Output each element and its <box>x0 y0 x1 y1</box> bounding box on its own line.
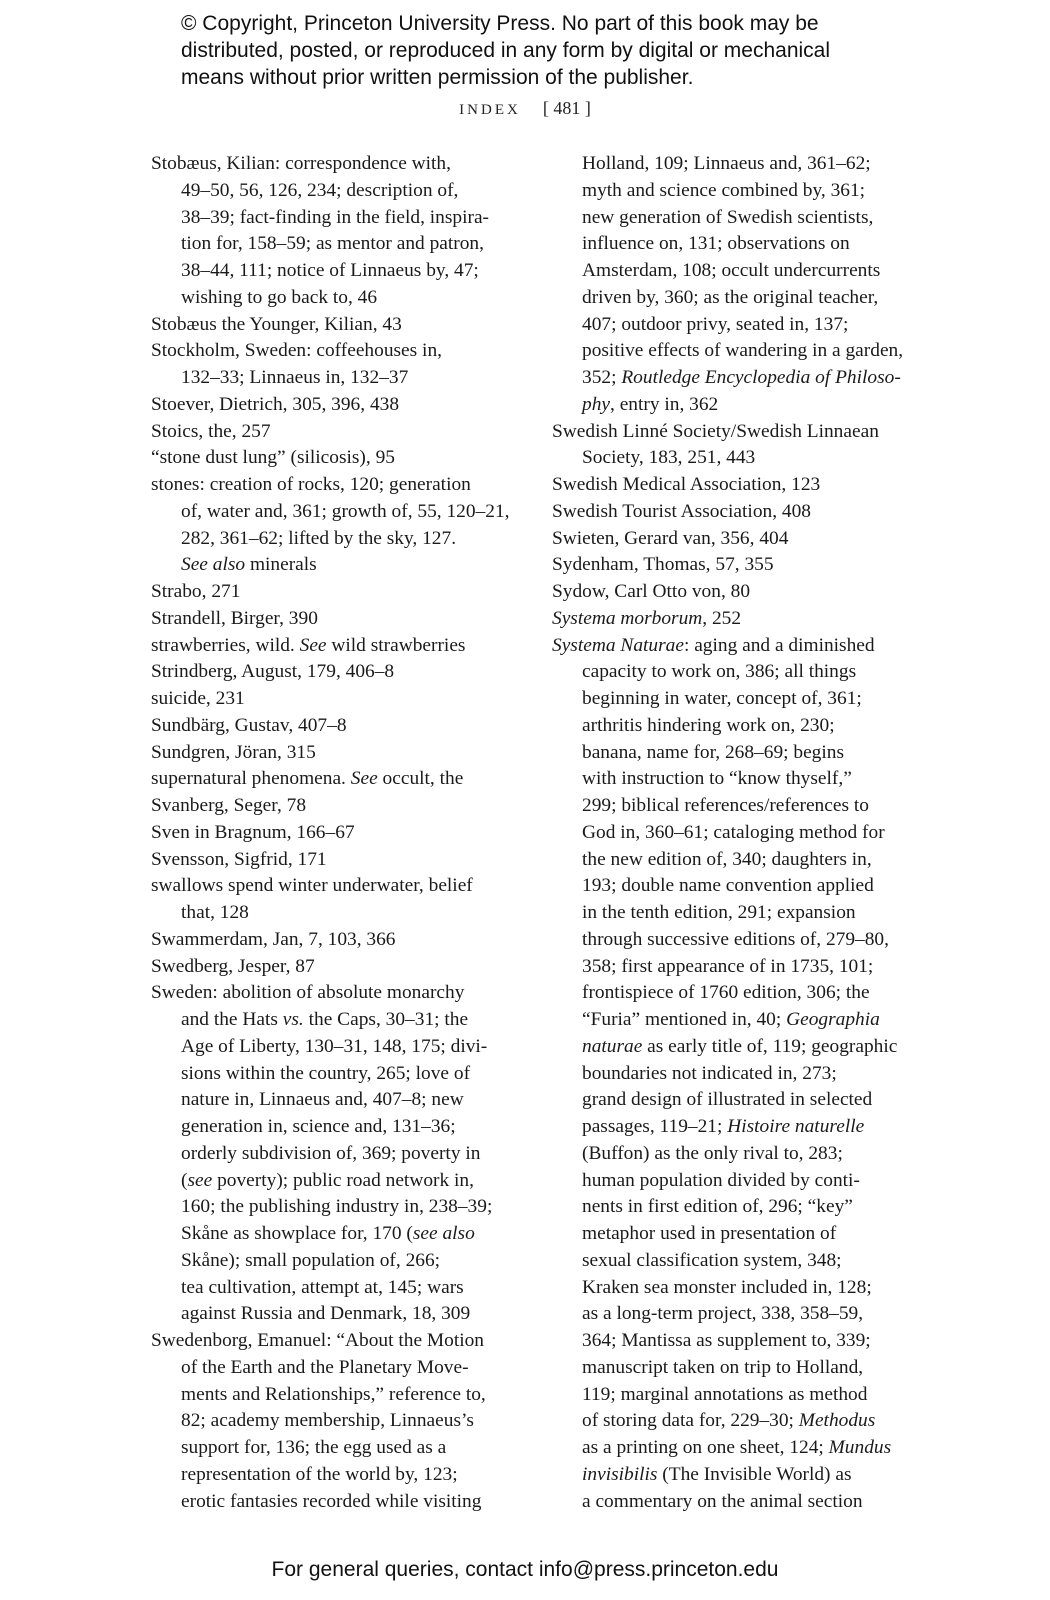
index-entry-line: 119; marginal annotations as method <box>582 1383 868 1405</box>
index-entry <box>151 980 507 1328</box>
index-entry <box>151 713 507 740</box>
index-entry-line: against Russia and Denmark, 18, 309 <box>181 1303 471 1325</box>
index-entry <box>151 606 507 633</box>
index-entry <box>552 579 912 606</box>
index-entry <box>151 1328 507 1515</box>
index-entry <box>552 419 912 473</box>
index-entry-line: God in, 360–61; cataloging method for <box>582 821 885 843</box>
index-entry-line: 38–39; fact-finding in the field, inspira- <box>181 206 490 228</box>
index-entry-line: influence on, 131; observations on <box>582 233 850 255</box>
index-entry-heading: Stockholm, Sweden: coffeehouses in, <box>151 340 442 362</box>
index-entry <box>552 472 912 499</box>
index-entry-line: passages, 119–21; Histoire naturelle <box>582 1116 865 1137</box>
index-entry-line: of, water and, 361; growth of, 55, 120–21, <box>181 500 510 522</box>
index-entry-line: boundaries not indicated in, 273; <box>582 1062 837 1084</box>
copyright-notice <box>181 10 941 91</box>
index-entry-line: See also minerals <box>181 554 317 576</box>
index-entry-line: generation in, science and, 131–36; <box>181 1116 456 1137</box>
index-column-left <box>151 151 510 1515</box>
index-entry-line: Skåne as showplace for, 170 (see also <box>181 1223 475 1244</box>
index-entry-heading: Svensson, Sigfrid, 171 <box>151 848 327 870</box>
index-entry-heading: Swedish Linné Society/Swedish Linnaean <box>552 420 879 442</box>
index-entry-line: phy, entry in, 362 <box>582 393 719 415</box>
index-entry <box>151 392 507 419</box>
index-column-right <box>552 151 912 1515</box>
index-entry-heading: Sydow, Carl Otto von, 80 <box>552 581 751 602</box>
index-entry-line: frontispiece of 1760 edition, 306; the <box>582 982 870 1004</box>
index-entry-line: (Buffon) as the only rival to, 283; <box>582 1142 843 1164</box>
footer-contact: For general queries, contact info@press.princeton.edu <box>271 1558 779 1581</box>
index-entry-heading: Stoics, the, 257 <box>151 420 271 442</box>
index-entry-heading: “stone dust lung” (silicosis), 95 <box>151 447 395 469</box>
index-entry-heading: supernatural phenomena. See occult, the <box>151 768 464 790</box>
index-entry-line: 82; academy membership, Linnaeus’s <box>181 1410 474 1432</box>
index-entry-heading: Sundgren, Jöran, 315 <box>151 741 316 763</box>
index-entry-line: as a printing on one sheet, 124; Mundus <box>582 1437 892 1458</box>
index-entry <box>151 338 507 392</box>
index-entry-line: of storing data for, 229–30; Methodus <box>582 1410 876 1432</box>
index-entry <box>552 633 912 1516</box>
index-entry-line: (see poverty); public road network in, <box>181 1169 474 1191</box>
index-entry-line: driven by, 360; as the original teacher, <box>582 286 879 308</box>
index-entry <box>151 312 507 339</box>
index-entry <box>151 927 507 954</box>
page-number: [ 481 ] <box>542 98 591 118</box>
index-entry <box>151 659 507 686</box>
index-entry-line: human population divided by conti- <box>582 1169 860 1191</box>
index-entry-heading: Swammerdam, Jan, 7, 103, 366 <box>151 928 396 950</box>
index-entry-line: naturae as early title of, 119; geographic <box>582 1035 898 1057</box>
index-entry-heading: Swedberg, Jesper, 87 <box>151 955 315 977</box>
index-entry-line: in the tenth edition, 291; expansion <box>582 902 856 923</box>
index-entry-line: 364; Mantissa as supplement to, 339; <box>582 1330 871 1351</box>
index-entry-line: 352; Routledge Encyclopedia of Philoso- <box>582 367 901 388</box>
index-entry-line: representation of the world by, 123; <box>181 1463 458 1485</box>
index-entry-heading: Strandell, Birger, 390 <box>151 607 318 629</box>
index-entry <box>151 766 507 793</box>
index-entry-line: “Furia” mentioned in, 40; Geographia <box>582 1009 880 1030</box>
index-entry-line: the new edition of, 340; daughters in, <box>582 848 872 870</box>
index-entry-line: nature in, Linnaeus and, 407–8; new <box>181 1089 464 1111</box>
index-entry-heading: stones: creation of rocks, 120; generation <box>151 474 471 495</box>
index-entry-line: 49–50, 56, 126, 234; description of, <box>181 179 459 201</box>
index-entry-heading: strawberries, wild. See wild strawberries <box>151 634 466 656</box>
index-entry-line: with instruction to “know thyself,” <box>582 768 852 790</box>
index-entry <box>151 847 507 874</box>
index-entry-line: Age of Liberty, 130–31, 148, 175; divi- <box>181 1035 488 1057</box>
index-entry-line: Holland, 109; Linnaeus and, 361–62; <box>582 153 871 174</box>
index-entry-heading: Stobæus, Kilian: correspondence with, <box>151 153 451 174</box>
index-entry-heading: Swedenborg, Emanuel: “About the Motion <box>151 1330 485 1351</box>
index-entry-line: support for, 136; the egg used as a <box>181 1437 447 1458</box>
index-entry-line: 132–33; Linnaeus in, 132–37 <box>181 367 409 388</box>
index-entry <box>151 472 510 579</box>
index-entry-line: positive effects of wandering in a garden, <box>582 340 904 362</box>
index-entry <box>151 445 507 472</box>
index-entry <box>151 873 507 927</box>
index-entry-line: 299; biblical references/references to <box>582 795 869 816</box>
index-entry-line: orderly subdivision of, 369; poverty in <box>181 1142 481 1164</box>
index-entry-heading: Sundbärg, Gustav, 407–8 <box>151 714 347 736</box>
index-entry-heading: Stoever, Dietrich, 305, 396, 438 <box>151 393 400 415</box>
index-entry-line: invisibilis (The Invisible World) as <box>582 1463 852 1485</box>
index-entry-line: sexual classification system, 348; <box>582 1249 842 1271</box>
index-entry <box>151 793 507 820</box>
index-entry-heading: Strabo, 271 <box>151 581 241 602</box>
index-entry-line: through successive editions of, 279–80, <box>582 928 889 950</box>
index-entry-line: that, 128 <box>181 902 249 923</box>
index-entry <box>151 419 507 446</box>
index-entry-heading: Strindberg, August, 179, 406–8 <box>151 661 395 683</box>
index-entry <box>552 526 912 553</box>
index-entry <box>151 686 507 713</box>
index-entry-line: beginning in water, concept of, 361; <box>582 688 862 709</box>
index-entry-line: ments and Relationships,” reference to, <box>181 1383 486 1405</box>
index-entry-line: 407; outdoor privy, seated in, 137; <box>582 313 849 335</box>
index-entry-line: Amsterdam, 108; occult undercurrents <box>582 260 881 281</box>
index-entry-line: 38–44, 111; notice of Linnaeus by, 47; <box>181 260 479 281</box>
index-entry <box>151 633 507 660</box>
index-entry <box>552 552 912 579</box>
copyright-line: distributed, posted, or reproduced in any form by digital or mechanical <box>181 39 831 62</box>
index-entry-heading: Swieten, Gerard van, 356, 404 <box>552 527 789 549</box>
index-entry-line: tion for, 158–59; as mentor and patron, <box>181 233 484 255</box>
index-entry-heading: Sweden: abolition of absolute monarchy <box>151 982 465 1004</box>
index-entry-heading: Swedish Medical Association, 123 <box>552 474 821 495</box>
index-entry-line: 358; first appearance of in 1735, 101; <box>582 955 874 977</box>
index-entry-line: Kraken sea monster included in, 128; <box>582 1276 872 1298</box>
index-entry <box>151 740 507 767</box>
index-entry-line: a commentary on the animal section <box>582 1490 863 1512</box>
index-entry-heading: Swedish Tourist Association, 408 <box>552 500 811 522</box>
index-entry-line: capacity to work on, 386; all things <box>582 661 857 683</box>
index-entry-line: wishing to go back to, 46 <box>181 286 378 308</box>
index-entry-line: nents in first edition of, 296; “key” <box>582 1196 853 1218</box>
copyright-line: means without prior written permission of the publisher. <box>181 66 694 89</box>
index-entry-line: erotic fantasies recorded while visiting <box>181 1490 482 1512</box>
index-entry-line: banana, name for, 268–69; begins <box>582 741 845 763</box>
running-head-label: INDEX <box>459 102 521 118</box>
index-entry-heading: Svanberg, Seger, 78 <box>151 795 307 816</box>
index-entry-line: manuscript taken on trip to Holland, <box>582 1356 864 1378</box>
index-entry-heading: Systema Naturae: aging and a diminished <box>552 634 875 656</box>
index-entry-heading: Stobæus the Younger, Kilian, 43 <box>151 313 402 335</box>
index-entry-line: sions within the country, 265; love of <box>181 1062 471 1084</box>
index-entry-heading: Sven in Bragnum, 166–67 <box>151 821 355 843</box>
index-entry-line: myth and science combined by, 361; <box>582 179 866 201</box>
index-entry-line: new generation of Swedish scientists, <box>582 206 874 228</box>
index-entry-line: arthritis hindering work on, 230; <box>582 714 835 736</box>
index-entry <box>552 499 912 526</box>
index-entry-line: Society, 183, 251, 443 <box>582 447 756 469</box>
index-entry <box>151 820 507 847</box>
index-entry-heading: swallows spend winter underwater, belief <box>151 875 473 897</box>
index-entry-line: Skåne); small population of, 266; <box>181 1249 441 1271</box>
index-entry <box>151 151 507 312</box>
index-entry-heading: Systema morborum, 252 <box>552 607 742 629</box>
index-entry-line: of the Earth and the Planetary Move- <box>181 1356 469 1378</box>
index-entry-line: 193; double name convention applied <box>582 875 874 897</box>
index-entry-line: as a long-term project, 338, 358–59, <box>582 1303 864 1325</box>
index-entry-heading: suicide, 231 <box>151 688 245 709</box>
running-head <box>0 98 1050 119</box>
index-entry-line: metaphor used in presentation of <box>582 1223 837 1244</box>
index-entry <box>552 151 912 419</box>
index-entry <box>552 606 912 633</box>
index-entry <box>151 954 507 981</box>
index-entry-line: and the Hats vs. the Caps, 30–31; the <box>181 1009 469 1030</box>
index-entry-heading: Sydenham, Thomas, 57, 355 <box>552 554 774 576</box>
index-entry-line: 282, 361–62; lifted by the sky, 127. <box>181 527 457 549</box>
index-entry-line: grand design of illustrated in selected <box>582 1089 873 1111</box>
index-entry-line: 160; the publishing industry in, 238–39; <box>181 1196 493 1218</box>
copyright-line: © Copyright, Princeton University Press. No part of this book may be <box>181 12 819 35</box>
index-entry <box>151 579 507 606</box>
index-entry-line: tea cultivation, attempt at, 145; wars <box>181 1276 464 1298</box>
